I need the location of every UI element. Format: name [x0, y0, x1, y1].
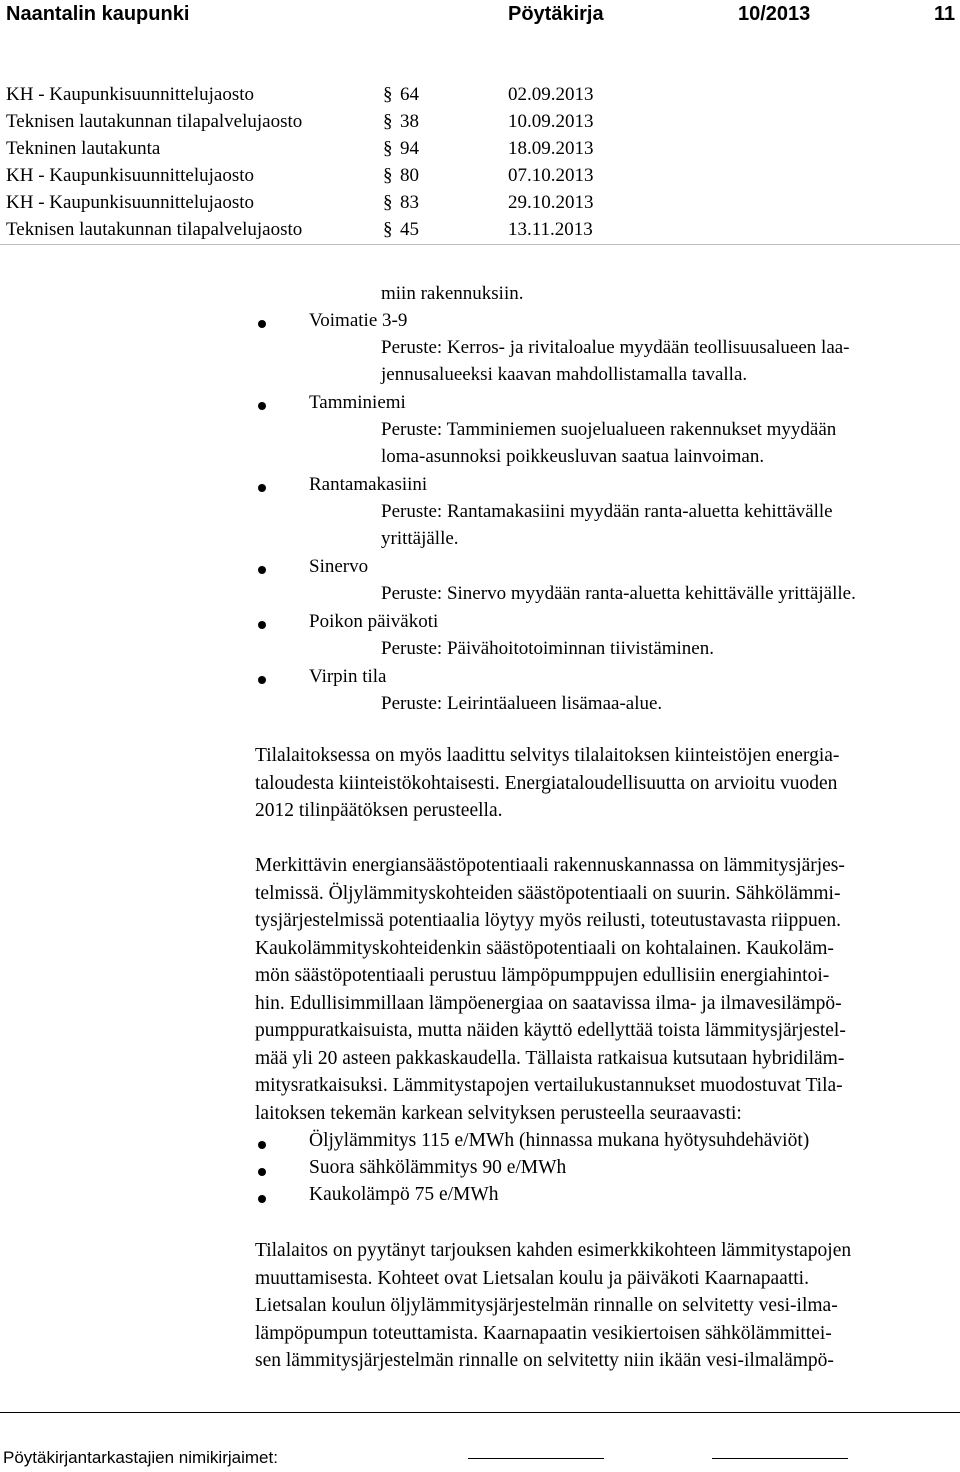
history-section: 83: [400, 192, 419, 213]
paragraph-line: tysjärjestelmissä potentiaalia löytyy myös reilusti, toteutustavasta riippuen.: [255, 910, 841, 931]
cost-item: Kaukolämpö 75 e/MWh: [309, 1184, 499, 1205]
item-reason-line: Peruste: Sinervo myydään ranta-aluetta kehittävälle yrittäjälle.: [381, 583, 856, 604]
document-type: Pöytäkirja: [508, 3, 604, 25]
footer-divider: [0, 1412, 960, 1413]
section-sign-icon: §: [383, 192, 393, 213]
paragraph-line: 2012 tilinpäätöksen perusteella.: [255, 800, 503, 821]
bullet-icon: [258, 402, 266, 410]
section-sign-icon: §: [383, 111, 393, 132]
paragraph-line: telmissä. Öljylämmityskohteiden säästöpotentiaali on suurin. Sähkölämmi-: [255, 882, 841, 904]
bullet-icon: [258, 1141, 266, 1149]
paragraph-energy-survey: [255, 742, 955, 825]
item-title: Voimatie 3-9: [309, 310, 408, 331]
item-reason-line: jennusalueeksi kaavan mahdollistamalla tavalla.: [381, 364, 748, 385]
history-section: 38: [400, 111, 419, 132]
history-date: 18.09.2013: [508, 138, 594, 159]
municipality-name: Naantalin kaupunki: [6, 3, 190, 25]
history-body: KH - Kaupunkisuunnittelujaosto: [6, 84, 255, 105]
paragraph-line: muuttamisesta. Kohteet ovat Lietsalan koulu ja päiväkoti Kaarnapaatti.: [255, 1267, 809, 1289]
item-reason-line: loma-asunnoksi poikkeusluvan saatua lainvoiman.: [381, 446, 765, 467]
continuation-text: miin rakennuksiin.: [381, 283, 524, 304]
paragraph-line: mää yli 20 asteen pakkaskaudella. Tällaista ratkaisua kutsutaan hybridiläm-: [255, 1047, 845, 1069]
bullet-icon: [258, 484, 266, 492]
footer-label: Pöytäkirjantarkastajien nimikirjaimet:: [3, 1448, 278, 1467]
document-number: 10/2013: [738, 3, 811, 25]
item-reason-line: Peruste: Leirintäalueen lisämaa-alue.: [381, 693, 663, 714]
page-number: 11: [934, 3, 956, 25]
bullet-icon: [258, 1195, 266, 1203]
item-reason-line: Peruste: Rantamakasiini myydään ranta-aluetta kehittävälle: [381, 501, 833, 522]
item-reason-line: Peruste: Kerros- ja rivitaloalue myydään teollisuusalueen laa-: [381, 337, 850, 358]
history-section: 80: [400, 165, 419, 186]
item-title: Rantamakasiini: [309, 474, 428, 495]
history-section: 94: [400, 138, 419, 159]
paragraph-line: laitoksen tekemän karkean selvityksen perusteella seuraavasti:: [255, 1102, 742, 1124]
history-divider: [0, 244, 960, 245]
initials-line[interactable]: [468, 1458, 604, 1459]
item-reason-line: Peruste: Päivähoitotoiminnan tiivistäminen.: [381, 638, 714, 659]
paragraph-line: Tilalaitos on pyytänyt tarjouksen kahden esimerkkikohteen lämmitystapojen: [255, 1240, 852, 1261]
section-sign-icon: §: [383, 165, 393, 186]
history-date: 13.11.2013: [508, 219, 593, 240]
bullet-icon: [258, 566, 266, 574]
history-body: KH - Kaupunkisuunnittelujaosto: [6, 192, 255, 213]
history-body: Tekninen lautakunta: [6, 138, 161, 159]
history-section: 64: [400, 84, 419, 105]
history-date: 07.10.2013: [508, 165, 594, 186]
history-date: 29.10.2013: [508, 192, 594, 213]
paragraph-savings-potential: [255, 852, 955, 1127]
history-section: 45: [400, 219, 419, 240]
cost-item: Öljylämmitys 115 e/MWh (hinnassa mukana hyötysuhdehäviöt): [309, 1130, 810, 1151]
paragraph-line: hin. Edullisimmillaan lämpöenergiaa on saatavissa ilma- ja ilmavesilämpö-: [255, 992, 842, 1014]
paragraph-line: mitysratkaisuksi. Lämmitystapojen vertailukustannukset muodostuvat Tila-: [255, 1075, 843, 1096]
initials-line[interactable]: [712, 1458, 848, 1459]
paragraph-line: taloudesta kiinteistökohtaisesti. Energiataloudellisuutta on arvioitu vuoden: [255, 772, 838, 794]
item-title: Virpin tila: [309, 666, 387, 687]
item-title: Tamminiemi: [309, 392, 406, 413]
item-reason-line: Peruste: Tamminiemen suojelualueen rakennukset myydään: [381, 419, 837, 440]
paragraph-line: lämpöpumpun toteuttamista. Kaarnapaatin vesikiertoisen sähkölämmittei-: [255, 1322, 832, 1344]
bullet-icon: [258, 621, 266, 629]
paragraph-line: Tilalaitoksessa on myös laadittu selvitys tilalaitoksen kiinteistöjen energia-: [255, 745, 840, 766]
item-title: Poikon päiväkoti: [309, 611, 439, 632]
paragraph-example-sites: [255, 1237, 955, 1375]
history-date: 10.09.2013: [508, 111, 594, 132]
paragraph-line: Lietsalan koulun öljylämmitysjärjestelmän rinnalle on selvitetty vesi-ilma-: [255, 1295, 838, 1316]
paragraph-line: Merkittävin energiansäästöpotentiaali rakennuskannassa on lämmitysjärjes-: [255, 855, 845, 876]
history-body: Teknisen lautakunnan tilapalvelujaosto: [6, 111, 303, 132]
paragraph-line: pumppuratkaisuista, mutta näiden käyttö edellyttää toista lämmitysjärjestel-: [255, 1020, 846, 1041]
bullet-icon: [258, 676, 266, 684]
cost-item: Suora sähkölämmitys 90 e/MWh: [309, 1157, 567, 1178]
item-title: Sinervo: [309, 556, 369, 577]
section-sign-icon: §: [383, 84, 393, 105]
bullet-icon: [258, 320, 266, 328]
history-body: KH - Kaupunkisuunnittelujaosto: [6, 165, 255, 186]
paragraph-line: Kaukolämmityskohteidenkin säästöpotentiaali on kohtalainen. Kaukoläm-: [255, 937, 834, 959]
paragraph-line: sen lämmitysjärjestelmän rinnalle on selvitetty niin ikään vesi-ilmalämpö-: [255, 1350, 834, 1371]
bullet-icon: [258, 1168, 266, 1176]
paragraph-line: mön säästöpotentiaali perustuu lämpöpumppujen edullisiin energiahintoi-: [255, 965, 830, 986]
section-sign-icon: §: [383, 138, 393, 159]
item-reason-line: yrittäjälle.: [381, 528, 459, 549]
history-body: Teknisen lautakunnan tilapalvelujaosto: [6, 219, 303, 240]
section-sign-icon: §: [383, 219, 393, 240]
history-date: 02.09.2013: [508, 84, 594, 105]
